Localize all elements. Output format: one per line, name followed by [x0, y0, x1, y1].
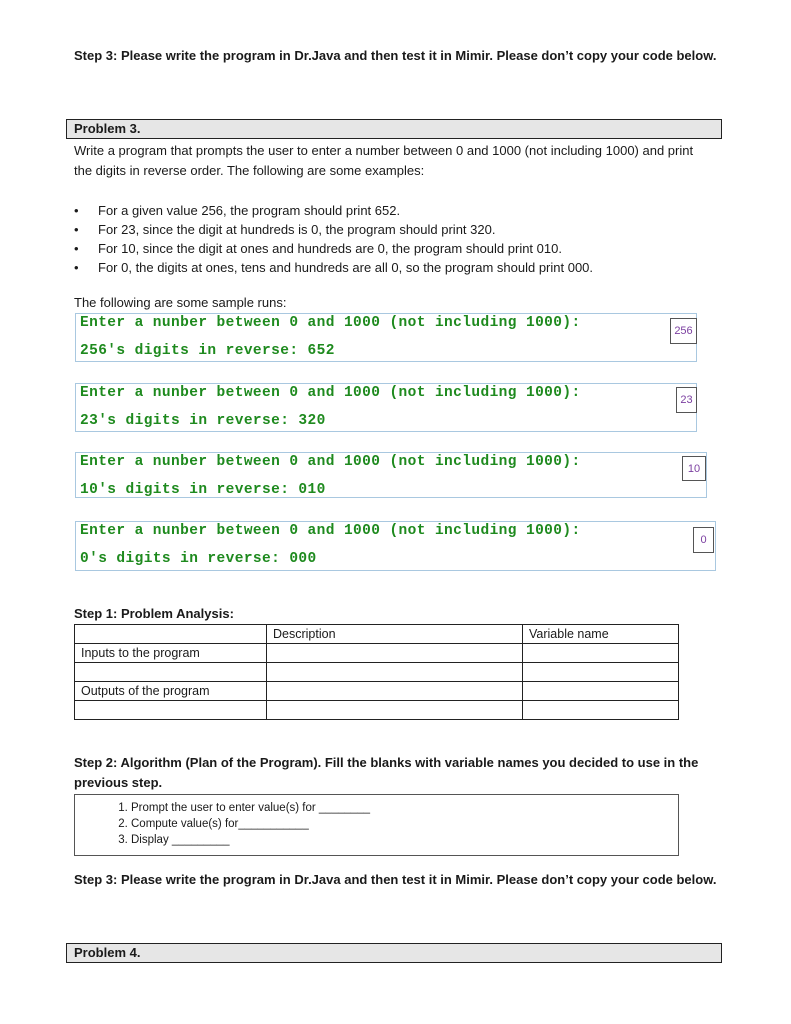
run-output: 10's digits in reverse: 010	[80, 482, 326, 498]
algorithm-step: 2. Compute value(s) for___________	[131, 816, 678, 832]
run-prompt: Enter a nunber between 0 and 1000 (not including 1000):	[80, 454, 581, 470]
run-input-value: 0	[693, 527, 714, 553]
run-input-value: 10	[682, 456, 706, 481]
table-header-variable: Variable name	[523, 625, 679, 644]
table-cell[interactable]	[267, 663, 523, 682]
table-cell[interactable]	[523, 644, 679, 663]
table-cell[interactable]	[523, 701, 679, 720]
table-cell[interactable]	[75, 701, 267, 720]
problem-analysis-table	[74, 624, 679, 720]
step2-title: Step 2: Algorithm (Plan of the Program). Fill the blanks with variable names you decided to use in the previous step.	[74, 755, 699, 790]
table-cell[interactable]	[267, 644, 523, 663]
example-item: • For 23, since the digit at hundreds is 0, the program should print 320.	[74, 220, 593, 239]
examples-list	[74, 201, 593, 277]
step3-bottom-instructions: Step 3: Please write the program in Dr.Java and then test it in Mimir. Please don’t copy your code below.	[74, 872, 717, 887]
run-input-value: 23	[676, 387, 697, 413]
table-cell[interactable]	[523, 663, 679, 682]
run-output: 256's digits in reverse: 652	[80, 343, 335, 359]
table-cell[interactable]	[267, 682, 523, 701]
algorithm-box	[74, 794, 679, 856]
step1-title: Step 1: Problem Analysis:	[74, 606, 234, 621]
table-header-description: Description	[267, 625, 523, 644]
run-output: 0's digits in reverse: 000	[80, 551, 317, 567]
run-prompt: Enter a nunber between 0 and 1000 (not including 1000):	[80, 385, 581, 401]
run-prompt: Enter a nunber between 0 and 1000 (not including 1000):	[80, 315, 581, 331]
row-label-inputs: Inputs to the program	[75, 644, 267, 663]
example-item: • For 0, the digits at ones, tens and hundreds are all 0, so the program should print 000.	[74, 258, 593, 277]
example-item: • For a given value 256, the program should print 652.	[74, 201, 593, 220]
run-prompt: Enter a nunber between 0 and 1000 (not including 1000):	[80, 523, 581, 539]
table-cell[interactable]	[523, 682, 679, 701]
table-header-blank	[75, 625, 267, 644]
sample-run-3	[75, 452, 707, 498]
example-item: • For 10, since the digit at ones and hundreds are 0, the program should print 010.	[74, 239, 593, 258]
sample-run-4	[75, 521, 716, 571]
table-cell[interactable]	[75, 663, 267, 682]
problem4-header: Problem 4.	[66, 943, 722, 963]
step3-top-instructions: Step 3: Please write the program in Dr.Java and then test it in Mimir. Please don’t copy your code below.	[74, 48, 717, 63]
table-cell[interactable]	[267, 701, 523, 720]
problem3-header: Problem 3.	[66, 119, 722, 139]
sample-runs-label: The following are some sample runs:	[74, 295, 287, 310]
run-input-value: 256	[670, 318, 697, 344]
algorithm-step: 3. Display _________	[131, 832, 678, 848]
sample-run-2	[75, 383, 697, 432]
run-output: 23's digits in reverse: 320	[80, 413, 326, 429]
sample-run-1	[75, 313, 697, 362]
row-label-outputs: Outputs of the program	[75, 682, 267, 701]
problem3-intro: Write a program that prompts the user to enter a number between 0 and 1000 (not including 1000) and print the digits in reverse order. The following are some examples:	[74, 143, 694, 178]
algorithm-step: 1. Prompt the user to enter value(s) for ________	[131, 800, 678, 816]
